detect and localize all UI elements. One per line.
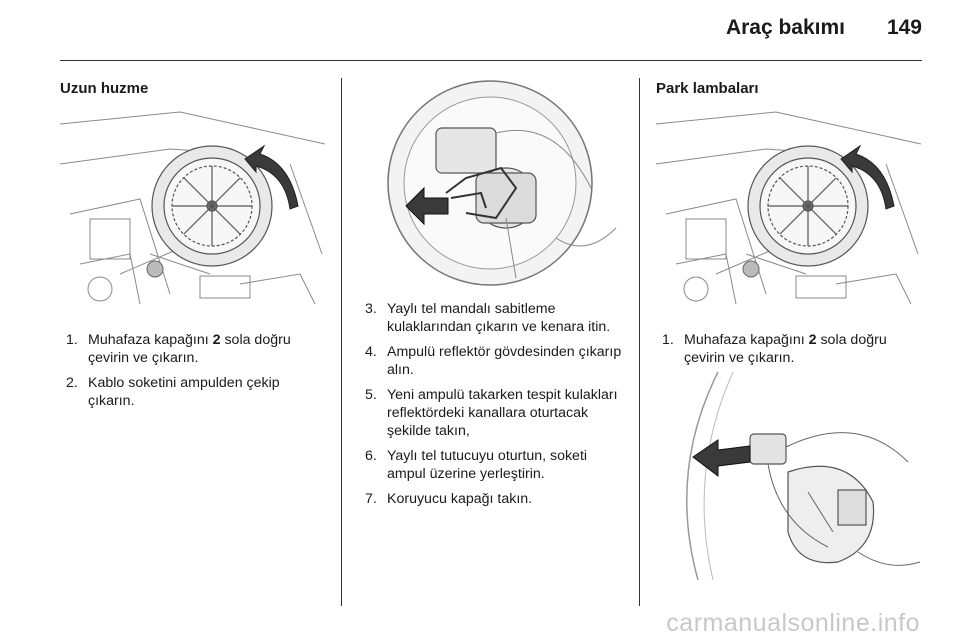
section-heading-high-beam: Uzun huzme <box>60 80 149 97</box>
step-number: 7. <box>365 491 377 507</box>
column-divider-1 <box>341 78 342 606</box>
figure-bulb-clip <box>356 78 624 288</box>
step-number: 4. <box>365 344 377 360</box>
list-item: 7. Koruyucu kapağı takın. <box>365 491 533 507</box>
section-heading-parking-lights: Park lambaları <box>656 80 759 97</box>
steps-parking-lights <box>662 331 924 374</box>
header-divider <box>60 60 922 61</box>
figure-parking-cover <box>656 104 921 309</box>
list-item: 1. Muhafaza kapağını 2 sola doğru çevirin ve çıkarın. <box>66 332 291 366</box>
list-item: 3. Yaylı tel mandalı sabitleme kulaklarından çıkarın ve kenara itin. <box>365 301 611 335</box>
header-title: Araç bakımı <box>725 16 845 39</box>
list-item: 4. Ampulü reflektör gövdesinden çıkarıp alın. <box>365 344 622 378</box>
list-item: 1. Muhafaza kapağını 2 sola doğru çevirin ve çıkarın. <box>662 332 887 366</box>
page-number: 149 <box>886 16 922 39</box>
steps-bulb-replacement <box>365 300 627 515</box>
column-divider-2 <box>639 78 640 606</box>
step-number: 1. <box>662 332 674 348</box>
step-number: 6. <box>365 448 377 464</box>
list-item: 5. Yeni ampulü takarken tespit kulakları reflektördeki kanallara oturtacak şekilde takın, <box>365 387 618 439</box>
step-number: 3. <box>365 301 377 317</box>
step-number: 1. <box>66 332 78 348</box>
step-number: 2. <box>66 375 78 391</box>
list-item: 2. Kablo soketini ampulden çekip çıkarın. <box>66 375 280 409</box>
figure-high-beam-cover <box>60 104 325 309</box>
step-number: 5. <box>365 387 377 403</box>
watermark: carmanualsonline.info <box>666 609 920 637</box>
steps-high-beam <box>66 331 328 417</box>
list-item: 6. Yaylı tel tutucuyu oturtun, soketi ampul üzerine yerleştirin. <box>365 448 588 482</box>
figure-parking-bulb-socket <box>658 372 920 580</box>
